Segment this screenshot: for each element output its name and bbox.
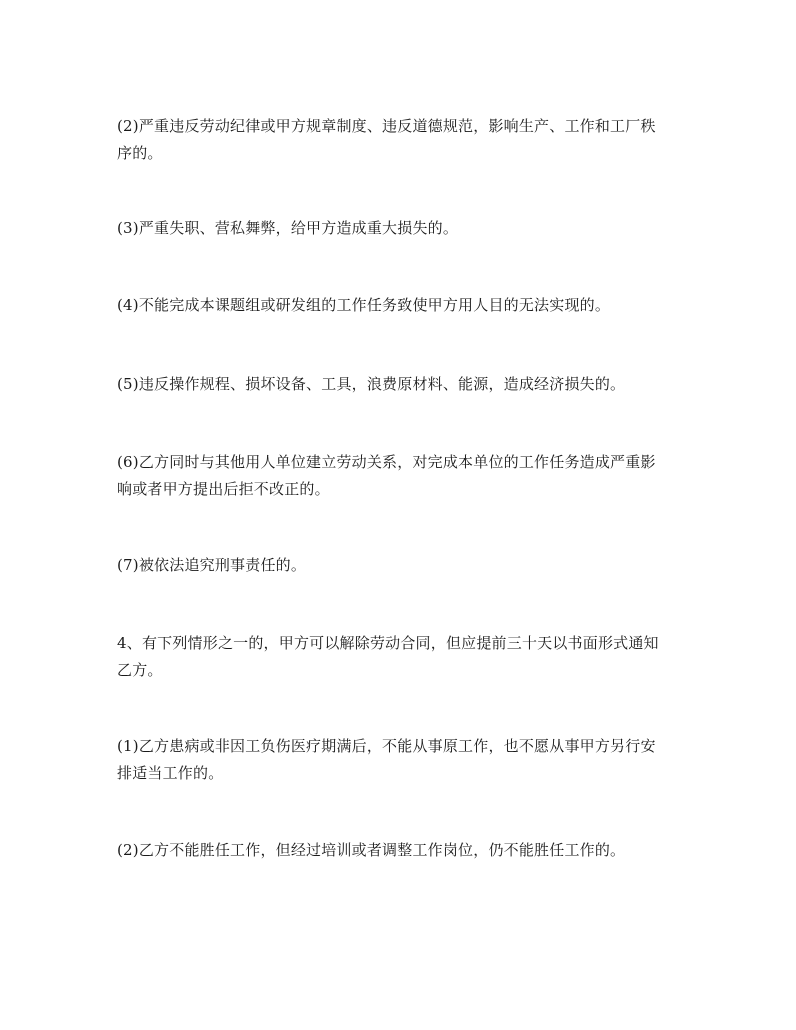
text-line: (6)乙方同时与其他用人单位建立劳动关系，对完成本单位的工作任务造成严重影	[117, 453, 656, 471]
text-line: (5)违反操作规程、损坏设备、工具，浪费原材料、能源，造成经济损失的。	[117, 375, 626, 393]
paragraph-clause-3-negligence	[117, 215, 677, 242]
text-line: (2)严重违反劳动纪律或甲方规章制度、违反道德规范，影响生产、工作和工厂秩	[117, 117, 656, 135]
text-line: 排适当工作的。	[117, 764, 224, 782]
text-line: 4、有下列情形之一的，甲方可以解除劳动合同，但应提前三十天以书面形式通知	[117, 634, 659, 652]
text-line: 响或者甲方提出后拒不改正的。	[117, 480, 330, 498]
text-line: (7)被依法追究刑事责任的。	[117, 556, 307, 574]
paragraph-clause-5-operation-violation	[117, 371, 677, 398]
paragraph-clause-6-dual-employment	[117, 449, 677, 503]
text-line: (3)严重失职、营私舞弊，给甲方造成重大损失的。	[117, 219, 459, 237]
paragraph-clause-2-incompetence	[117, 837, 677, 864]
paragraph-clause-2-discipline	[117, 113, 677, 167]
paragraph-clause-4-task-failure	[117, 292, 677, 319]
paragraph-clause-1-illness	[117, 733, 677, 787]
text-line: 乙方。	[117, 661, 163, 679]
text-line: (1)乙方患病或非因工负伤医疗期满后，不能从事原工作，也不愿从事甲方另行安	[117, 737, 656, 755]
text-line: 序的。	[117, 144, 163, 162]
paragraph-section-4-termination-notice	[117, 630, 677, 684]
text-line: (4)不能完成本课题组或研发组的工作任务致使甲方用人目的无法实现的。	[117, 296, 611, 314]
text-line: (2)乙方不能胜任工作，但经过培训或者调整工作岗位，仍不能胜任工作的。	[117, 841, 626, 859]
paragraph-clause-7-criminal	[117, 552, 677, 579]
